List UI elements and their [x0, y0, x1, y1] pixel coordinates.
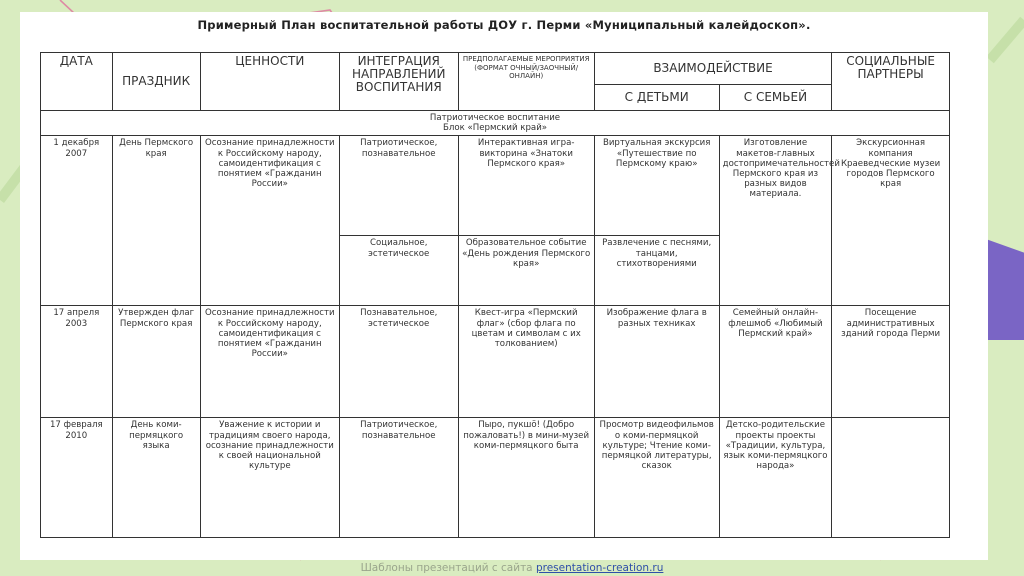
header-partners: СОЦИАЛЬНЫЕ ПАРТНЕРЫ: [832, 53, 950, 111]
cell-children: Изображение флага в разных техниках: [594, 306, 719, 418]
cell-children: Просмотр видеофильмов о коми-пермяцкой культуре; Чтение коми-пермяцкой литературы, сказок: [594, 418, 719, 538]
table-row: [41, 136, 950, 236]
section-title-line2: Блок «Пермский край»: [442, 123, 548, 134]
cell-integration: Патриотическое, познавательное: [339, 418, 458, 538]
table-row: [41, 418, 950, 538]
cell-integration: Патриотическое, познавательное: [339, 136, 458, 236]
footer-text: Шаблоны презентаций с сайта: [360, 562, 536, 574]
document-title: Примерный План воспитательной работы ДОУ г. Перми «Муниципальный калейдоскоп».: [197, 18, 811, 32]
plan-table: [40, 52, 950, 538]
cell-events: Образовательное событие «День рождения Пермского края»: [458, 236, 594, 306]
footer-link[interactable]: presentation-creation.ru: [535, 562, 664, 574]
cell-integration: Познавательное, эстетическое: [339, 306, 458, 418]
cell-family: Изготовление макетов-главных достопримечательностей Пермского края из разных видов материала.: [719, 136, 832, 306]
footer: [0, 562, 1024, 574]
cell-values: Уважение к истории и традициям своего народа, осознание принадлежности к своей национальной культуре: [200, 418, 339, 538]
cell-holiday: Утвержден флаг Пермского края: [112, 306, 200, 418]
cell-children: Развлечение с песнями, танцами, стихотворениями: [594, 236, 719, 306]
header-events: ПРЕДПОЛАГАЕМЫЕ МЕРОПРИЯТИЯ (ФОРМАТ ОЧНЫЙ/ЗАОЧНЫЙ/ ОНЛАЙН): [458, 53, 594, 111]
header-holiday: ПРАЗДНИК: [112, 53, 200, 111]
cell-date: 1 декабря 2007: [41, 136, 113, 306]
document-page: [20, 12, 988, 560]
cell-values: Осознание принадлежности к Российскому народу, самоидентификация с понятием «Гражданин России»: [200, 306, 339, 418]
cell-partners: [832, 418, 950, 538]
cell-values: Осознание принадлежности к Российскому народу, самоидентификация с понятием «Гражданин России»: [200, 136, 339, 306]
cell-integration: Социальное, эстетическое: [339, 236, 458, 306]
cell-partners: Посещение административных зданий города Перми: [832, 306, 950, 418]
cell-family: Семейный онлайн-флешмоб «Любимый Пермский край»: [719, 306, 832, 418]
cell-children: Виртуальная экскурсия «Путешествие по Пермскому краю»: [594, 136, 719, 236]
cell-holiday: День Пермского края: [112, 136, 200, 306]
cell-events: Интерактивная игра-викторина «Знатоки Пермского края»: [458, 136, 594, 236]
cell-holiday: День коми-пермяцкого языка: [112, 418, 200, 538]
cell-date: 17 февраля 2010: [41, 418, 113, 538]
cell-date: 17 апреля 2003: [41, 306, 113, 418]
cell-family: Детско-родительские проекты проекты «Традиции, культура, язык коми-пермяцкого народа»: [719, 418, 832, 538]
header-values: ЦЕННОСТИ: [200, 53, 339, 111]
header-interaction: ВЗАИМОДЕЙСТВИЕ: [594, 53, 831, 85]
header-with-family: С СЕМЬЕЙ: [719, 85, 832, 111]
table-row: [41, 306, 950, 418]
section-title: [41, 111, 950, 136]
cell-partners: Экскурсионная компания Краеведческие музеи городов Пермского края: [832, 136, 950, 306]
section-title-line1: Патриотическое воспитание: [429, 113, 561, 123]
header-date: ДАТА: [41, 53, 113, 111]
header-integration: ИНТЕГРАЦИЯ НАПРАВЛЕНИЙ ВОСПИТАНИЯ: [339, 53, 458, 111]
cell-events: Пыро, пукшӧ! (Добро пожаловать!) в мини-музей коми-пермяцкого быта: [458, 418, 594, 538]
cell-events: Квест-игра «Пермский флаг» (сбор флага по цветам и символам с их толкованием): [458, 306, 594, 418]
header-with-children: С ДЕТЬМИ: [594, 85, 719, 111]
